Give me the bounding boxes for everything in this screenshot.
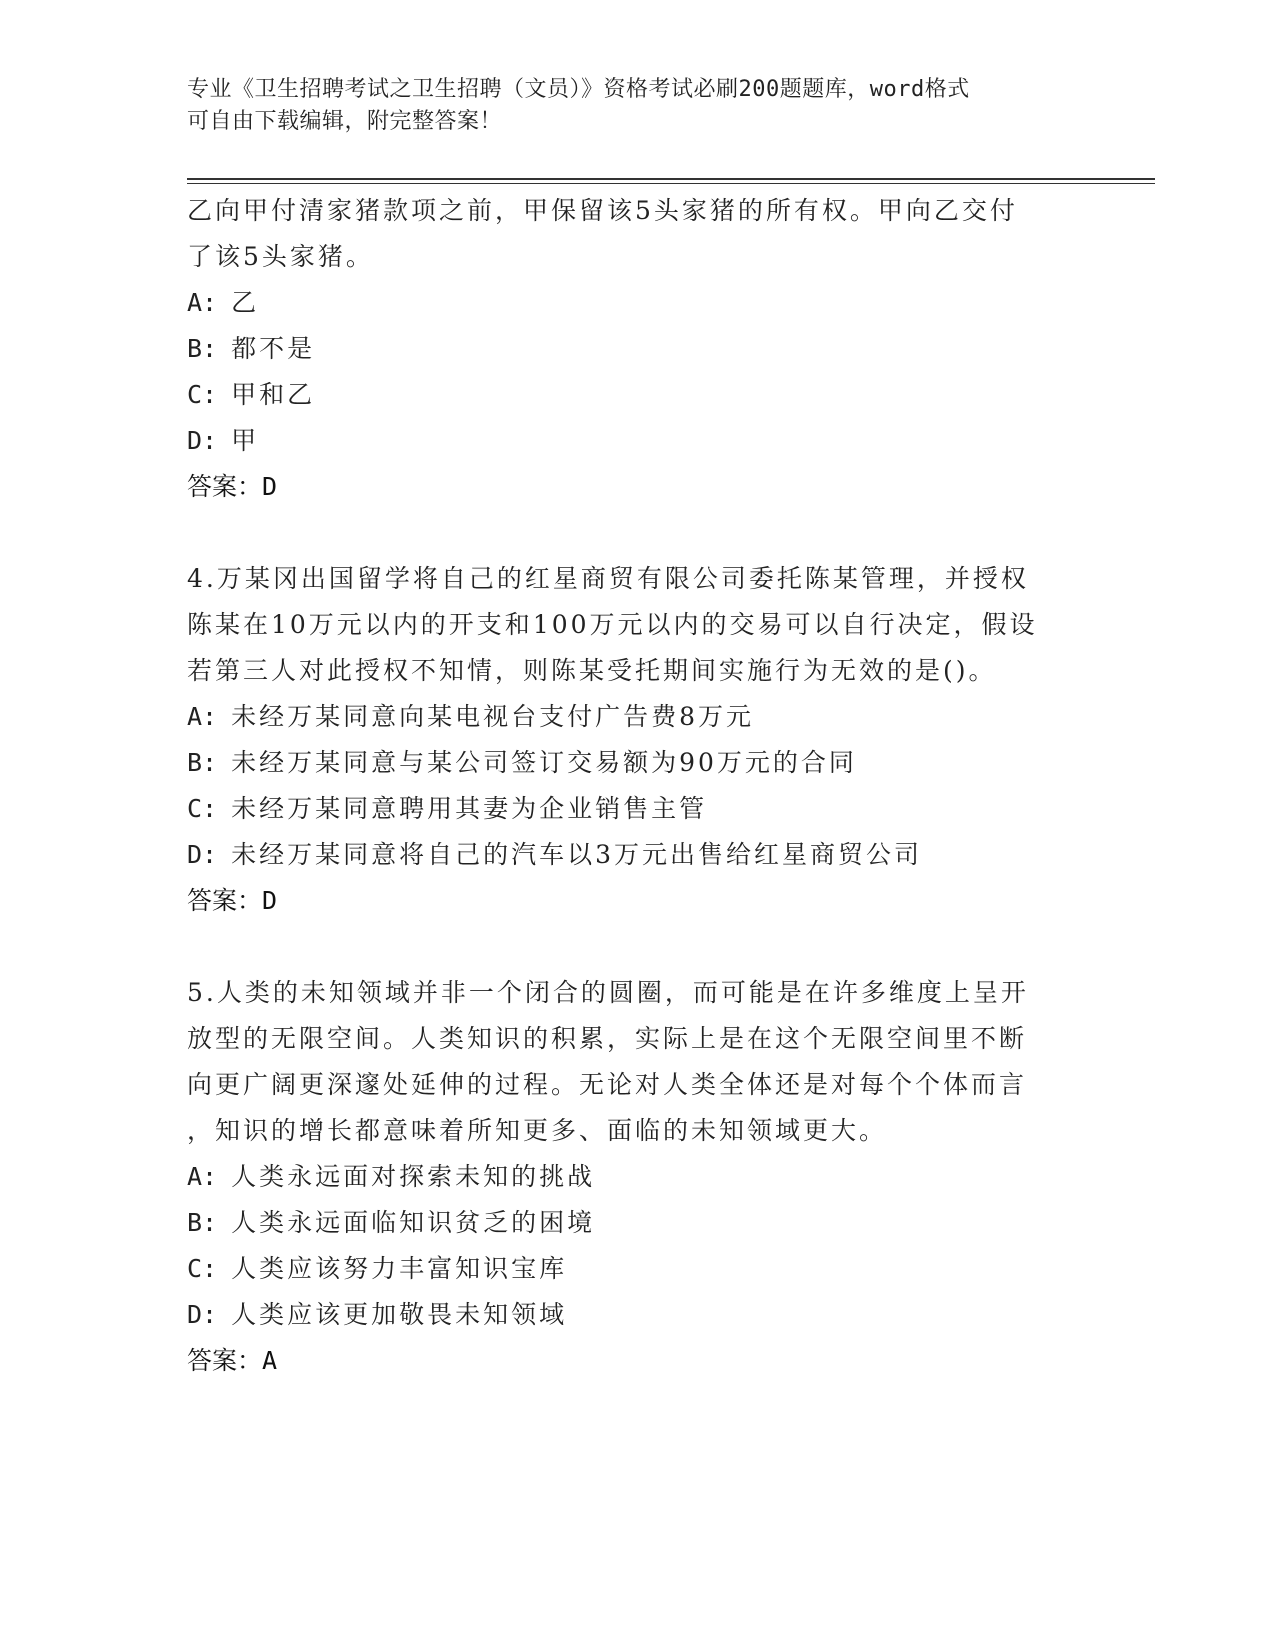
question-5-text-line-2: 放型的无限空间。人类知识的积累，实际上是在这个无限空间里不断 <box>187 1024 1028 1053</box>
question-3-option-c <box>187 372 1087 418</box>
option-key: B: <box>187 1208 218 1237</box>
option-text: 人类应该更加敬畏未知领域 <box>231 1300 568 1329</box>
question-5-answer <box>187 1338 1087 1384</box>
option-text: 人类永远面对探索未知的挑战 <box>231 1162 596 1191</box>
option-text: 未经万某同意将自己的汽车以3万元出售给红星商贸公司 <box>231 840 923 869</box>
question-4-option-a <box>187 694 1087 740</box>
option-key: B: <box>187 334 218 363</box>
question-4-option-c <box>187 786 1087 832</box>
page-header <box>187 74 1067 138</box>
question-4 <box>187 556 1087 924</box>
option-text: 未经万某同意与某公司签订交易额为90万元的合同 <box>231 748 857 777</box>
question-spacer <box>187 510 1087 556</box>
answer-label: 答案： <box>187 472 263 501</box>
option-text: 甲和乙 <box>231 380 316 409</box>
answer-value: D <box>262 472 278 501</box>
question-5-option-d <box>187 1292 1087 1338</box>
option-text: 未经万某同意聘用其妻为企业销售主管 <box>231 794 708 823</box>
header-title-line-2: 可自由下载编辑，附完整答案！ <box>187 109 503 134</box>
option-text: 人类应该努力丰富知识宝库 <box>231 1254 568 1283</box>
option-key: C: <box>187 380 218 409</box>
header-divider-thin <box>187 183 1155 184</box>
option-key: B: <box>187 748 218 777</box>
answer-value: D <box>262 886 278 915</box>
question-5 <box>187 970 1087 1384</box>
question-spacer <box>187 924 1087 970</box>
option-key: A: <box>187 702 218 731</box>
question-5-text-line-1: 5.人类的未知领域并非一个闭合的圆圈，而可能是在许多维度上呈开 <box>187 978 1029 1007</box>
answer-value: A <box>262 1346 278 1375</box>
question-5-option-c <box>187 1246 1087 1292</box>
header-title-line-1: 专业《卫生招聘考试之卫生招聘（文员）》资格考试必刷200题题库，word格式 <box>187 77 970 102</box>
document-body <box>187 188 1087 1384</box>
option-text: 未经万某同意向某电视台支付广告费8万元 <box>231 702 755 731</box>
option-text: 都不是 <box>231 334 316 363</box>
answer-label: 答案： <box>187 1346 263 1375</box>
option-key: D: <box>187 426 218 455</box>
question-3-option-d <box>187 418 1087 464</box>
question-4-text-line-3: 若第三人对此授权不知情，则陈某受托期间实施行为无效的是()。 <box>187 656 997 685</box>
option-key: D: <box>187 1300 218 1329</box>
answer-label: 答案： <box>187 886 263 915</box>
option-text: 乙 <box>231 288 260 317</box>
question-4-text-line-2: 陈某在10万元以内的开支和100万元以内的交易可以自行决定，假设 <box>187 610 1038 639</box>
question-3-answer <box>187 464 1087 510</box>
question-4-option-d <box>187 832 1087 878</box>
question-4-answer <box>187 878 1087 924</box>
question-5-text-line-3: 向更广阔更深邃处延伸的过程。无论对人类全体还是对每个个体而言 <box>187 1070 1028 1099</box>
option-key: C: <box>187 794 218 823</box>
option-key: A: <box>187 288 218 317</box>
question-4-option-b <box>187 740 1087 786</box>
option-key: C: <box>187 1254 218 1283</box>
header-divider-thick <box>187 178 1155 180</box>
option-key: A: <box>187 1162 218 1191</box>
option-key: D: <box>187 840 218 869</box>
question-3-option-a <box>187 280 1087 326</box>
question-3-text-line-1: 乙向甲付清家猪款项之前，甲保留该5头家猪的所有权。甲向乙交付 <box>187 196 1018 225</box>
option-text: 人类永远面临知识贫乏的困境 <box>231 1208 596 1237</box>
question-3-text-line-2: 了该5头家猪。 <box>187 242 374 271</box>
question-4-text-line-1: 4.万某冈出国留学将自己的红星商贸有限公司委托陈某管理，并授权 <box>187 564 1029 593</box>
question-3 <box>187 188 1087 510</box>
question-5-text-line-4: ，知识的增长都意味着所知更多、面临的未知领域更大。 <box>187 1116 888 1145</box>
question-3-option-b <box>187 326 1087 372</box>
option-text: 甲 <box>231 426 260 455</box>
question-5-option-b <box>187 1200 1087 1246</box>
question-5-option-a <box>187 1154 1087 1200</box>
